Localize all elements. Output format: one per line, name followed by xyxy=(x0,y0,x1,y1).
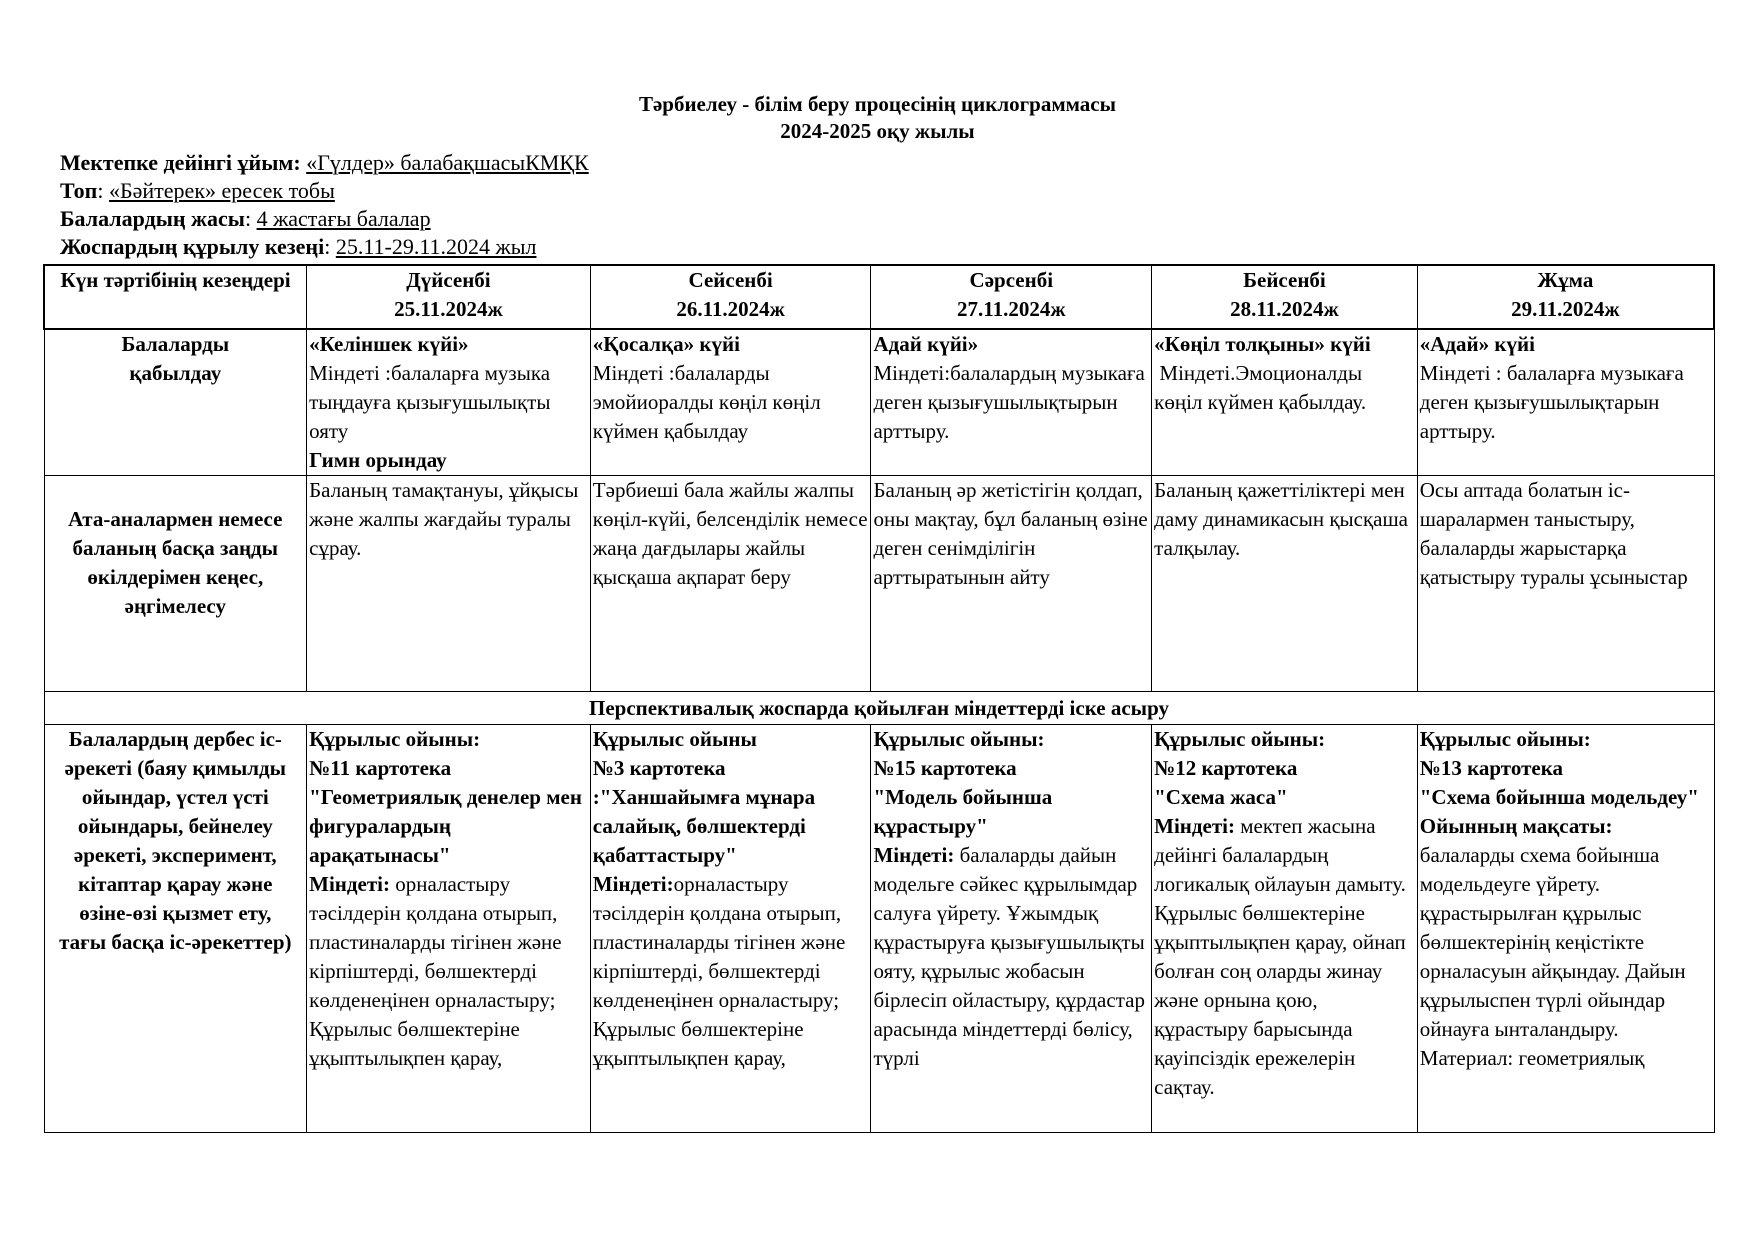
reception-cell-wednesday: Адай күйі» Міндеті:балалардың музыкаға деген қызығушылықтырын арттыру. xyxy=(871,329,1152,476)
activity-cell-thursday: Құрылыс ойыны: №12 картотека "Схема жаса" Міндеті: мектеп жасына дейінгі балалардың логикалық ойлауын дамыту. Құрылыс бөлшектеріне ұқыптылықпен қарау, ойнап болған соң оларды жинау және орнына қою, құрастыру барысында қауіпсіздік ережелерін сақтау. xyxy=(1152,725,1418,1133)
parents-cell-tuesday: Тәрбиеші бала жайлы жалпы көңіл-күйі, белсенділік немесе жаңа дағдылары жайлы қысқаша ақпарат беру xyxy=(590,476,871,692)
group-value: «Бәйтерек» ересек тобы xyxy=(109,178,335,203)
header-day-tuesday: Сейсенбі 26.11.2024ж xyxy=(590,265,871,329)
header-day-thursday: Бейсенбі 28.11.2024ж xyxy=(1152,265,1418,329)
reception-label: Балаларды қабылдау xyxy=(44,329,307,476)
header-period-column: Күн тәртібінің кезеңдері xyxy=(44,265,307,329)
meta-period: Жоспардың құрылу кезеңі: 25.11-29.11.2024 жыл xyxy=(60,234,537,259)
parents-cell-monday: Баланың тамақтануы, ұйқысы және жалпы жағдайы туралы сұрау. xyxy=(307,476,591,692)
period-value: 25.11-29.11.2024 жыл xyxy=(335,234,537,259)
age-value: 4 жастағы балалар xyxy=(256,206,431,231)
reception-row xyxy=(44,329,1714,476)
org-label: Мектепке дейінгі ұйым: xyxy=(60,150,301,175)
reception-cell-monday: «Келіншек күйі» Міндеті :балаларға музыка тыңдауға қызығушылықты ояту Гимн орындау xyxy=(307,329,591,476)
activity-label: Балалардың дербес іс-әрекеті (баяу қимылды ойындар, үстел үсті ойындары, бейнелеу әрекеті, эксперимент, кітаптар қарау және өзіне-өзі қызмет ету, тағы басқа іс-әрекеттер) xyxy=(44,725,307,1133)
parents-row xyxy=(44,476,1714,692)
academic-year: 2024-2025 оқу жылы xyxy=(780,119,975,143)
parents-cell-friday: Осы аптада болатын іс-шаралармен таныстыру, балаларды жарыстарқа қатыстыру туралы ұсыныстар xyxy=(1417,476,1714,692)
reception-cell-thursday: «Көңіл толқыны» күйі Міндеті.Эмоционалды көңіл күймен қабылдау. xyxy=(1152,329,1418,476)
meta-age: Балалардың жасы: 4 жастағы балалар xyxy=(60,206,431,231)
period-label: Жоспардың құрылу кезеңі xyxy=(60,234,325,259)
header-day-friday: Жұма 29.11.2024ж xyxy=(1417,265,1714,329)
section-banner: Перспективалық жоспарда қойылған міндеттерді іске асыру xyxy=(44,692,1714,725)
reception-cell-tuesday: «Қосалқа» күйі Міндеті :балаларды эмойиоралды көңіл көңіл күймен қабылдау xyxy=(590,329,871,476)
activity-row xyxy=(44,725,1714,1133)
activity-cell-monday: Құрылыс ойыны: №11 картотека "Геометриялық денелер мен фигуралардың арақатынасы" Міндеті: орналастыру тәсілдерін қолдана отырып, пластиналарды тігінен және кірпіштерді, бөлшектерді көлденеңінен орналастыру; Құрылыс бөлшектеріне ұқыптылықпен қарау, xyxy=(307,725,591,1133)
header-day-wednesday: Сәрсенбі 27.11.2024ж xyxy=(871,265,1152,329)
meta-group: Топ: «Бәйтерек» ересек тобы xyxy=(60,178,335,203)
document-title: Тәрбиелеу - білім беру процесінің циклограммасы xyxy=(638,92,1117,116)
reception-cell-friday: «Адай» күйі Міндеті : балаларға музыкаға деген қызығушылықтарын арттыру. xyxy=(1417,329,1714,476)
activity-cell-wednesday: Құрылыс ойыны: №15 картотека "Модель бойынша құрастыру" Міндеті: балаларды дайын модельге сәйкес құрылымдар салуға үйрету. Ұжымдық құрастыруға қызығушылықты ояту, құрылыс жобасын бірлесіп ойластыру, құрдастар арасында міндеттерді бөлісу, түрлі xyxy=(871,725,1152,1133)
activity-cell-friday: Құрылыс ойыны: №13 картотека "Схема бойынша модельдеу" Ойынның мақсаты: балаларды схема бойынша модельдеуге үйрету. құрастырылған құрылыс бөлшектерінің кеңістікте орналасуын айқындау. Дайын құрылыспен түрлі ойындар ойнауға ынталандыру. Материал: геометриялық xyxy=(1417,725,1714,1133)
parents-cell-thursday: Баланың қажеттіліктері мен даму динамикасын қысқаша талқылау. xyxy=(1152,476,1418,692)
parents-label: Ата-аналармен немесе баланың басқа заңды өкілдерімен кеңес, әңгімелесу xyxy=(44,476,307,692)
header-day-monday: Дүйсенбі 25.11.2024ж xyxy=(307,265,591,329)
age-label: Балалардың жасы xyxy=(60,206,245,231)
meta-organization xyxy=(60,149,589,177)
cyclogram-table xyxy=(43,264,1715,1133)
group-label: Топ xyxy=(60,178,98,203)
parents-cell-wednesday: Баланың әр жетістігін қолдап, оны мақтау, бұл баланың өзіне деген сенімділігін арттыратынын айту xyxy=(871,476,1152,692)
activity-cell-tuesday: Құрылыс ойыны №3 картотека :"Ханшайымға мұнара салайық, бөлшектерді қабаттастыру" Міндеті:орналастыру тәсілдерін қолдана отырып, пластиналарды тігінен және кірпіштерді, бөлшектерді көлденеңінен орналастыру; Құрылыс бөлшектеріне ұқыптылықпен қарау, xyxy=(590,725,871,1133)
header-row xyxy=(44,265,1714,329)
org-value: «Гүлдер» балабақшасыКМҚК xyxy=(306,150,589,175)
banner-row xyxy=(44,692,1714,725)
